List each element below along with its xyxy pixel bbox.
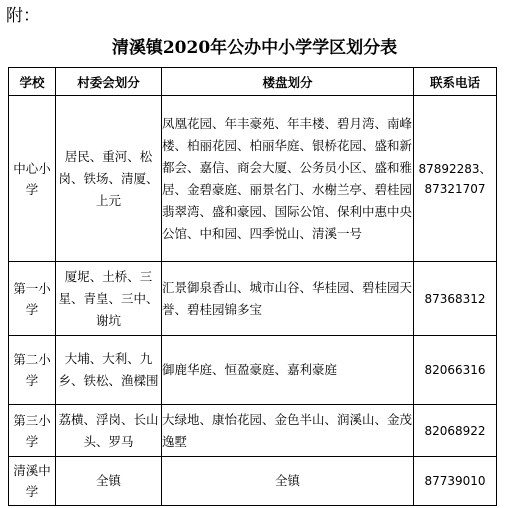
phone-cell: [414, 405, 497, 457]
school-cell: 第一小学: [9, 262, 56, 336]
table-row: [9, 405, 497, 457]
school-cell: 清溪中学: [9, 457, 56, 506]
phone-cell: [414, 336, 497, 405]
phone-cell: [414, 96, 497, 262]
phone-number: 87368312: [424, 291, 486, 306]
table-row: [9, 336, 497, 405]
table-header-row: [9, 68, 497, 96]
estates-cell: 大绿地、康怡花园、金色半山、润溪山、金茂逸墅: [162, 405, 414, 457]
estates-cell: 凤凰花园、年丰豪苑、年丰楼、碧月湾、南峰楼、柏丽花园、柏丽华庭、银桥花园、盛和新都会、嘉信、商会大厦、公务员小区、盛和雅居、金碧豪庭、丽景名门、水榭兰亭、碧桂园翡翠湾、盛和豪园、国际公馆、保利中惠中央公馆、中和园、四季悦山、清溪一号: [162, 96, 414, 262]
school-cell: 第二小学: [9, 336, 56, 405]
header-school: 学校: [9, 68, 56, 96]
header-estates: 楼盘划分: [162, 68, 414, 96]
page-title: 清溪镇2020年公办中小学学区划分表: [111, 38, 398, 58]
header-phone: 联系电话: [414, 68, 497, 96]
table-row: [9, 457, 497, 506]
table-row: [9, 262, 497, 336]
estates-cell: 御鹿华庭、恒盈豪庭、嘉利豪庭: [162, 336, 414, 405]
table-row: [9, 96, 497, 262]
village-cell: 大埔、大利、九乡、铁松、渔樑围: [56, 336, 162, 405]
village-cell: 居民、重河、松岗、铁场、清厦、上元: [56, 96, 162, 262]
phone-cell: [414, 457, 497, 506]
phone-number: 87321707: [424, 181, 486, 196]
estates-cell: 全镇: [162, 457, 414, 506]
phone-number: 87892283、: [418, 161, 492, 176]
village-cell: 全镇: [56, 457, 162, 506]
phone-cell: [414, 262, 497, 336]
header-village: 村委会划分: [56, 68, 162, 96]
appendix-label: 附：: [6, 6, 40, 26]
phone-number: 82066316: [424, 363, 486, 377]
estates-cell: 汇景御泉香山、城市山谷、华桂园、碧桂园天誉、碧桂园锦多宝: [162, 262, 414, 336]
phone-number: 87739010: [424, 474, 486, 488]
school-cell: 第三小学: [9, 405, 56, 457]
village-cell: 厦坭、土桥、三星、青皇、三中、谢坑: [56, 262, 162, 336]
school-cell: 中心小学: [9, 96, 56, 262]
phone-number: 82068922: [424, 423, 486, 438]
school-district-table: [8, 67, 497, 506]
village-cell: 荔横、浮岗、长山头、罗马: [56, 405, 162, 457]
